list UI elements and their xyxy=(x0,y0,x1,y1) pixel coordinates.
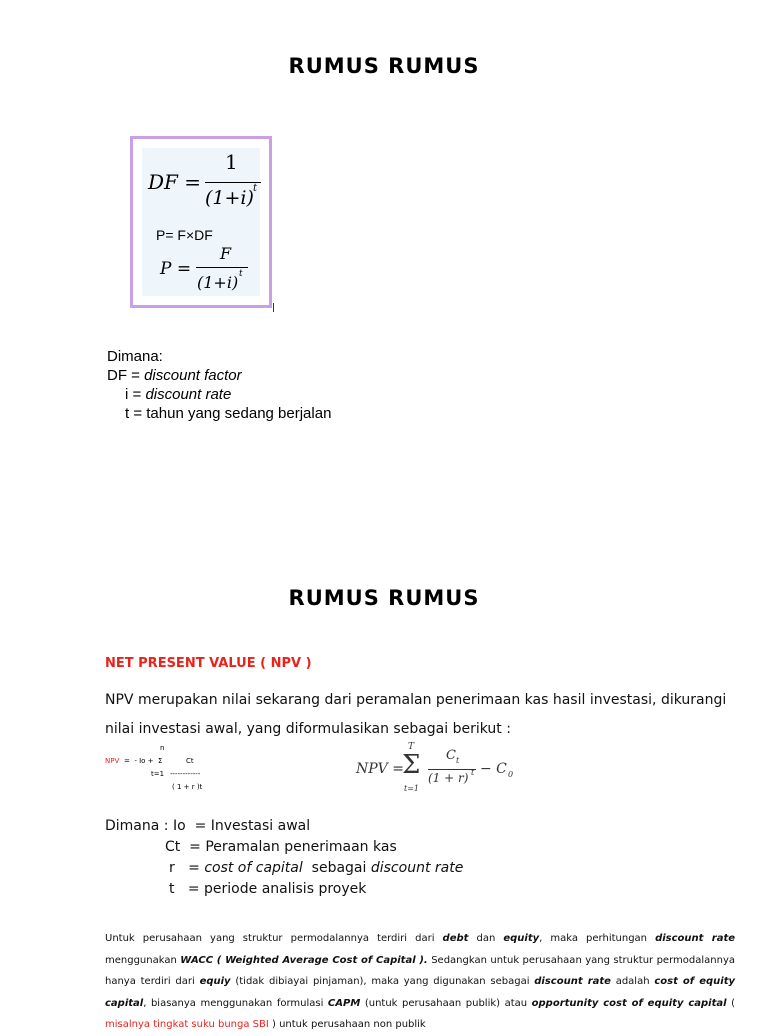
npv-formula-image xyxy=(350,742,520,798)
npv-def-r-label: r xyxy=(169,860,175,876)
para-em-debt: debt xyxy=(442,933,469,944)
df-exponent: t xyxy=(253,183,258,194)
def-i-term: discount rate xyxy=(145,386,232,403)
npv-def-io-label: Dimana : Io xyxy=(105,818,186,834)
npv-def-t-text: = periode analisis proyek xyxy=(187,881,367,897)
npv-tail-sub: 0 xyxy=(508,770,514,779)
p-lhs: P = xyxy=(160,259,192,279)
wacc-paragraph xyxy=(105,928,735,1036)
df-numerator: 1 xyxy=(225,150,238,174)
npv-def-io xyxy=(105,816,463,837)
npv-num: C xyxy=(446,748,456,763)
npv-def-ct-text: = Peramalan penerimaan kas xyxy=(189,839,397,855)
para-seg: Sedangkan untuk perusahaan yang struktur permodalannya hanya terdiri dari xyxy=(105,954,735,987)
df-lhs: DF = xyxy=(148,170,202,194)
p-fraction-bar xyxy=(196,267,248,268)
npv-def-t-label: t xyxy=(169,881,175,897)
para-seg: ) untuk perusahaan non publik xyxy=(268,1019,426,1030)
df-denominator: (1+i) xyxy=(205,187,254,209)
para-seg: dan xyxy=(468,933,504,944)
npv-def-r-eq: = xyxy=(188,860,205,876)
slide2-title: RUMUS RUMUS xyxy=(288,586,480,610)
npv-def-ct xyxy=(105,837,463,858)
para-em-cost-equity: cost of equity capital xyxy=(105,976,736,1009)
slide1-title: RUMUS RUMUS xyxy=(288,54,480,78)
def-df-term: discount factor xyxy=(144,367,242,384)
small-formula-dashes: ------------ xyxy=(170,770,201,778)
def-i xyxy=(107,385,331,404)
npv-definitions xyxy=(105,816,463,900)
para-seg: adalah xyxy=(610,976,655,987)
small-formula-n: n xyxy=(160,744,165,752)
para-em-discount-rate: discount rate xyxy=(655,933,736,944)
npv-fraction-bar xyxy=(428,769,476,770)
npv-den-exp: t xyxy=(471,768,475,777)
formula-box xyxy=(130,136,272,308)
small-formula-rhs: = - Io + Σ xyxy=(124,757,163,765)
p-denominator: (1+i) xyxy=(197,273,239,292)
npv-tail: − C xyxy=(480,761,507,777)
npv-description: NPV merupakan nilai sekarang dari peramalan penerimaan kas hasil investasi, dikurangi nilai investasi awal, yang diformulasikan sebagai berikut : xyxy=(105,692,727,737)
npv-lhs: NPV = xyxy=(356,761,404,777)
p-numerator: F xyxy=(220,244,232,263)
para-em-capm: CAPM xyxy=(327,997,361,1009)
npv-def-r-term2: discount rate xyxy=(370,860,464,876)
sum-symbol: Σ xyxy=(402,750,421,780)
p-equals-f-df: P= F×DF xyxy=(156,227,213,243)
p-exponent: t xyxy=(239,269,243,279)
def-df-label: DF = xyxy=(107,367,145,384)
para-seg: , maka perhitungan xyxy=(539,933,656,944)
para-red-sbi: misalnya tingkat suku bunga SBI xyxy=(105,1019,269,1030)
para-seg: ( xyxy=(726,997,735,1009)
npv-den: (1 + r) xyxy=(428,771,469,785)
para-seg: menggunakan xyxy=(105,954,181,966)
small-formula-ct: Ct xyxy=(186,757,194,765)
npv-def-r-term1: cost of capital xyxy=(204,860,303,876)
def-t: t = tahun yang sedang berjalan xyxy=(125,405,332,422)
npv-def-t xyxy=(105,879,463,900)
para-em-equiy: equiy xyxy=(199,976,231,987)
npv-heading: NET PRESENT VALUE ( NPV ) xyxy=(105,656,312,671)
formula-panel xyxy=(142,148,260,296)
para-seg: Untuk perusahaan yang struktur permodalannya terdiri dari xyxy=(105,933,443,944)
npv-def-io-text: = Investasi awal xyxy=(194,818,311,834)
para-em-discount-rate-2: discount rate xyxy=(534,976,611,987)
npv-def-ct-label: Ct xyxy=(165,839,181,855)
sum-top: T xyxy=(408,742,415,752)
def-i-label: i = xyxy=(125,386,146,403)
para-em-wacc: WACC ( Weighted Average Cost of Capital ). xyxy=(180,954,428,966)
def-df xyxy=(107,366,331,385)
para-em-equity: equity xyxy=(503,933,540,944)
npv-num-sub: t xyxy=(456,756,460,765)
para-seg: (tidak dibiayai pinjaman), maka yang digunakan sebagai xyxy=(230,976,535,987)
stray-mark xyxy=(273,303,274,312)
para-seg: , biasanya menggunakan formulasi xyxy=(143,997,328,1009)
npv-def-r-mid: sebagai xyxy=(302,860,371,876)
npv-def-r xyxy=(105,858,463,879)
para-em-opportunity: opportunity cost of equity capital xyxy=(531,997,727,1009)
para-seg: (untuk perusahaan publik) atau xyxy=(360,997,532,1009)
definitions-heading: Dimana: xyxy=(107,348,163,365)
definitions xyxy=(107,347,331,423)
small-formula-npv: NPV xyxy=(105,757,120,765)
small-formula-den: ( 1 + r )t xyxy=(172,783,203,791)
sum-bottom: t=1 xyxy=(404,784,420,793)
small-formula-t1: t=1 xyxy=(151,770,165,778)
